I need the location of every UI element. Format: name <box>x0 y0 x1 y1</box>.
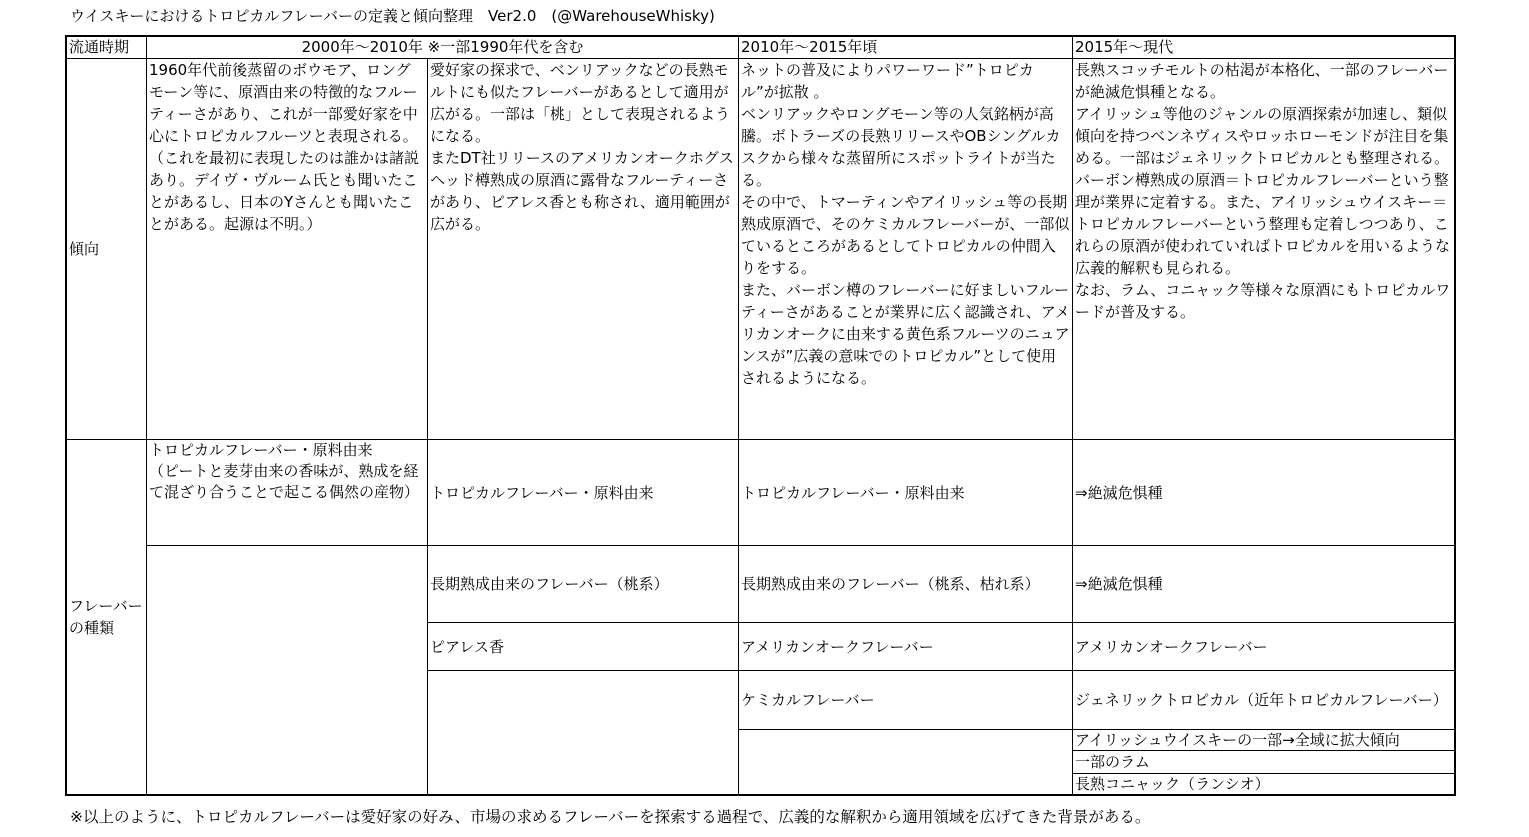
header-2015-present: 2015年～現代 <box>1072 35 1456 59</box>
flavor-irish-c4: アイリッシュウイスキーの一部→全域に拡大傾向 <box>1072 729 1456 751</box>
flavor-empty-c2 <box>427 670 739 796</box>
header-period-label: 流通時期 <box>65 35 147 59</box>
flavor-tropical-origin-c2: トロピカルフレーバー・原料由来 <box>427 439 739 546</box>
trend-cell-1960s: 1960年代前後蒸留のボウモア、ロングモーン等に、原酒由来の特徴的なフルーティーさがあり、これが一部愛好家を中心にトロピカルフルーツと表現される。 （これを最初に表現したのは誰かは諸説あり。デイヴ・ヴルーム氏とも聞いたことがあるし、日本のYさんとも聞いたことがある。起源は不明。） <box>146 58 428 440</box>
flavor-cognac-c4: 長熟コニャック（ランシオ） <box>1072 773 1456 796</box>
flavor-generic-tropical-c4: ジェネリックトロピカル（近年トロピカルフレーバー） <box>1072 670 1456 730</box>
trend-cell-2000s: 愛好家の探求で、ベンリアックなどの長熟モルトにも似たフレーバーがあるとして適用が広がる。一部は「桃」として表現されるようになる。 またDT社リリースのアメリカンオークホグスヘッド樽熟成の原酒に露骨なフルーティーさがあり、ピアレス香とも称され、適用範囲が広がる。 <box>427 58 739 440</box>
trend-cell-2015-present: 長熟スコッチモルトの枯渇が本格化、一部のフレーバーが絶滅危惧種となる。 アイリッシュ等他のジャンルの原酒探索が加速し、類似傾向を持つベンネヴィスやロッホローモンドが注目を集める。一部はジェネリックトロピカルとも整理される。 バーボン樽熟成の原酒＝トロピカルフレーバーという整理が業界に定着する。また、アイリッシュウイスキー＝トロピカルフレーバーという整理も定着しつつあり、これらの原酒が使われていればトロピカルを用いるような広義的解釈も見られる。 なお、ラム、コニャック等様々な原酒にもトロピカルワードが普及する。 <box>1072 58 1456 440</box>
flavor-longaged-c3: 長期熟成由来のフレーバー（桃系、枯れ系） <box>738 545 1073 623</box>
flavor-tropical-origin-c4: ⇒絶滅危惧種 <box>1072 439 1456 546</box>
flavor-tropical-origin-c3: トロピカルフレーバー・原料由来 <box>738 439 1073 546</box>
flavor-american-oak-c4: アメリカンオークフレーバー <box>1072 622 1456 671</box>
flavor-rum-c4: 一部のラム <box>1072 750 1456 774</box>
flavor-chemical-c3: ケミカルフレーバー <box>738 670 1073 730</box>
flavor-peerless-c2: ピアレス香 <box>427 622 739 671</box>
flavor-longaged-c4: ⇒絶滅危惧種 <box>1072 545 1456 623</box>
flavor-empty-c1 <box>146 545 428 796</box>
trend-cell-2010s: ネットの普及によりパワーワード”トロピカル”が拡散 。 ベンリアックやロングモーン等の人気銘柄が高騰。ボトラーズの長熟リリースやOBシングルカスクから様々な蒸留所にスポットライトが当たる。 その中で、トマーティンやアイリッシュ等の長期熟成原酒で、そのケミカルフレーバーが、一部似ているところがあるとしてトロピカルの仲間入りをする。 また、バーボン樽のフレーバーに好ましいフルーティーさがあることが業界に広く認識され、アメリカンオークに由来する黄色系フルーツのニュアンスが”広義の意味でのトロピカル”として使用されるようになる。 <box>738 58 1073 440</box>
header-2010-2015: 2010年～2015年頃 <box>738 35 1073 59</box>
row-label-flavor-types: フレーバーの種類 <box>65 439 147 796</box>
row-label-trend: 傾向 <box>65 58 147 440</box>
flavor-tropical-origin-c1: トロピカルフレーバー・原料由来 （ピートと麦芽由来の香味が、熟成を経て混ざり合うことで起こる偶然の産物） <box>146 439 428 546</box>
flavor-longaged-c2: 長期熟成由来のフレーバー（桃系） <box>427 545 739 623</box>
flavor-empty-c3 <box>738 729 1073 796</box>
flavor-american-oak-c3: アメリカンオークフレーバー <box>738 622 1073 671</box>
header-2000-2010: 2000年～2010年 ※一部1990年代を含む <box>146 35 739 59</box>
footnote: ※以上のように、トロピカルフレーバーは愛好家の好み、市場の求めるフレーバーを探索する過程で、広義的な解釈から適用領域を広げてきた背景がある。 <box>70 808 1151 826</box>
page-title: ウイスキーにおけるトロピカルフレーバーの定義と傾向整理 Ver2.0 (@WarehouseWhisky) <box>70 7 715 25</box>
